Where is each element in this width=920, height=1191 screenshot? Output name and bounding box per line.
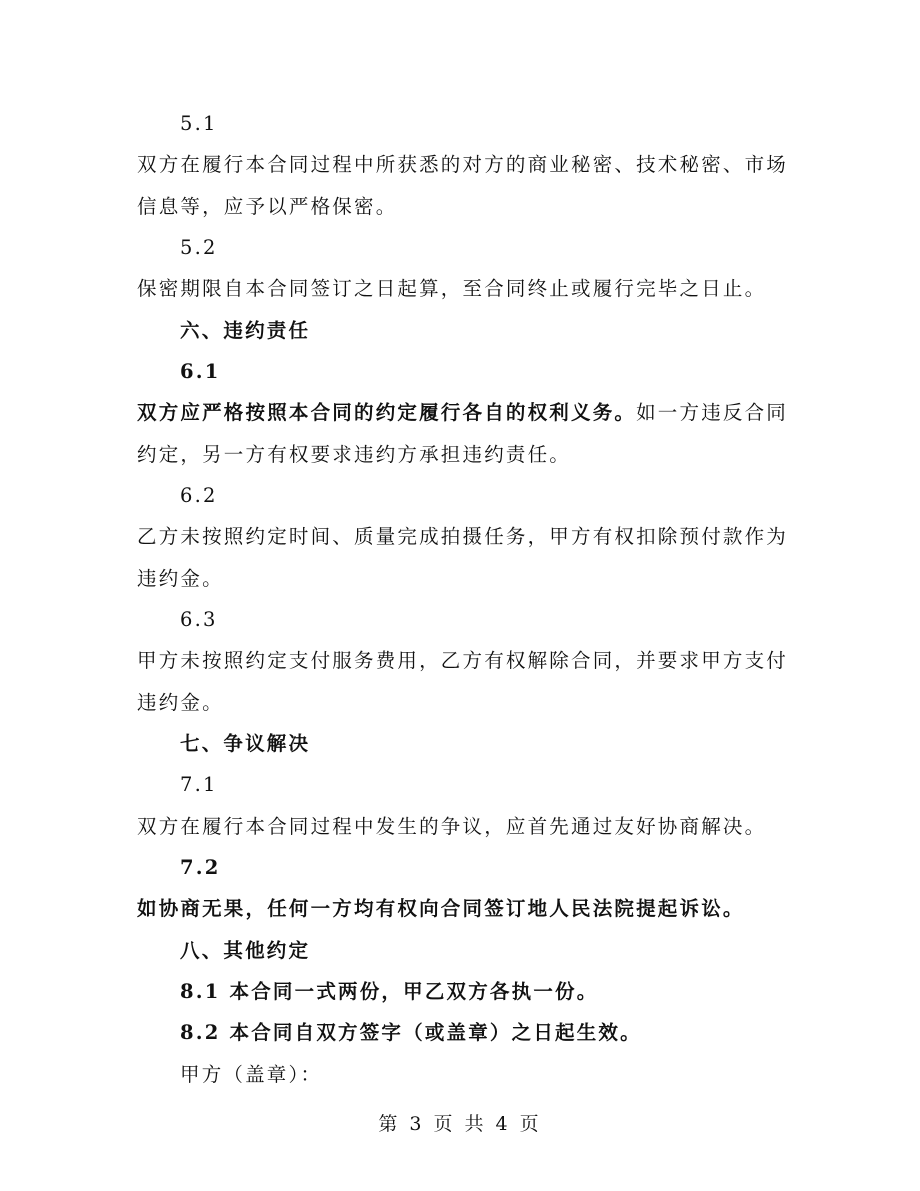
clause-6-2-text-line-2: 违约金。 [137, 567, 224, 590]
clause-7-1-number: 7.1 [180, 773, 218, 796]
clause-6-1-number: 6.1 [180, 360, 221, 383]
clause-6-3-text-line-2: 违约金。 [137, 691, 224, 714]
clause-5-1-text-line-2: 信息等，应予以严格保密。 [137, 195, 398, 218]
clause-8-1: 8.1 本合同一式两份，甲乙双方各执一份。 [180, 980, 599, 1003]
page-number-footer: 第 3 页 共 4 页 [378, 1113, 542, 1135]
clause-5-1-text-line-1: 双方在履行本合同过程中所获悉的对方的商业秘密、技术秘密、市场 [137, 153, 789, 176]
clause-5-2-number: 5.2 [180, 236, 218, 259]
party-a-seal-label: 甲方（盖章）： [180, 1063, 323, 1086]
section-8-heading: 八、其他约定 [180, 939, 311, 962]
clause-6-1-normal-part: 如一方违反合同 [636, 401, 789, 424]
clause-8-2: 8.2 本合同自双方签字（或盖章）之日起生效。 [180, 1021, 642, 1044]
clause-5-2-text: 保密期限自本合同签订之日起算，至合同终止或履行完毕之日止。 [137, 277, 767, 300]
clause-5-1-number: 5.1 [180, 112, 218, 135]
clause-6-1-text-line-2: 约定，另一方有权要求违约方承担违约责任。 [137, 443, 572, 466]
clause-7-2-text: 如协商无果，任何一方均有权向合同签订地人民法院提起诉讼。 [137, 897, 745, 920]
clause-7-1-text: 双方在履行本合同过程中发生的争议，应首先通过友好协商解决。 [137, 815, 767, 838]
clause-7-2-number: 7.2 [180, 856, 221, 879]
clause-6-3-number: 6.3 [180, 608, 218, 631]
clause-6-3-text-line-1: 甲方未按照约定支付服务费用，乙方有权解除合同，并要求甲方支付 [137, 649, 789, 672]
section-6-heading: 六、违约责任 [180, 319, 311, 342]
clause-6-1-bold-part: 双方应严格按照本合同的约定履行各自的权利义务。 [137, 401, 637, 424]
clause-6-2-number: 6.2 [180, 484, 218, 507]
section-7-heading: 七、争议解决 [180, 732, 311, 755]
clause-6-2-text-line-1: 乙方未按照约定时间、质量完成拍摄任务，甲方有权扣除预付款作为 [137, 525, 789, 548]
clause-6-1-text-line-1 [137, 400, 788, 426]
